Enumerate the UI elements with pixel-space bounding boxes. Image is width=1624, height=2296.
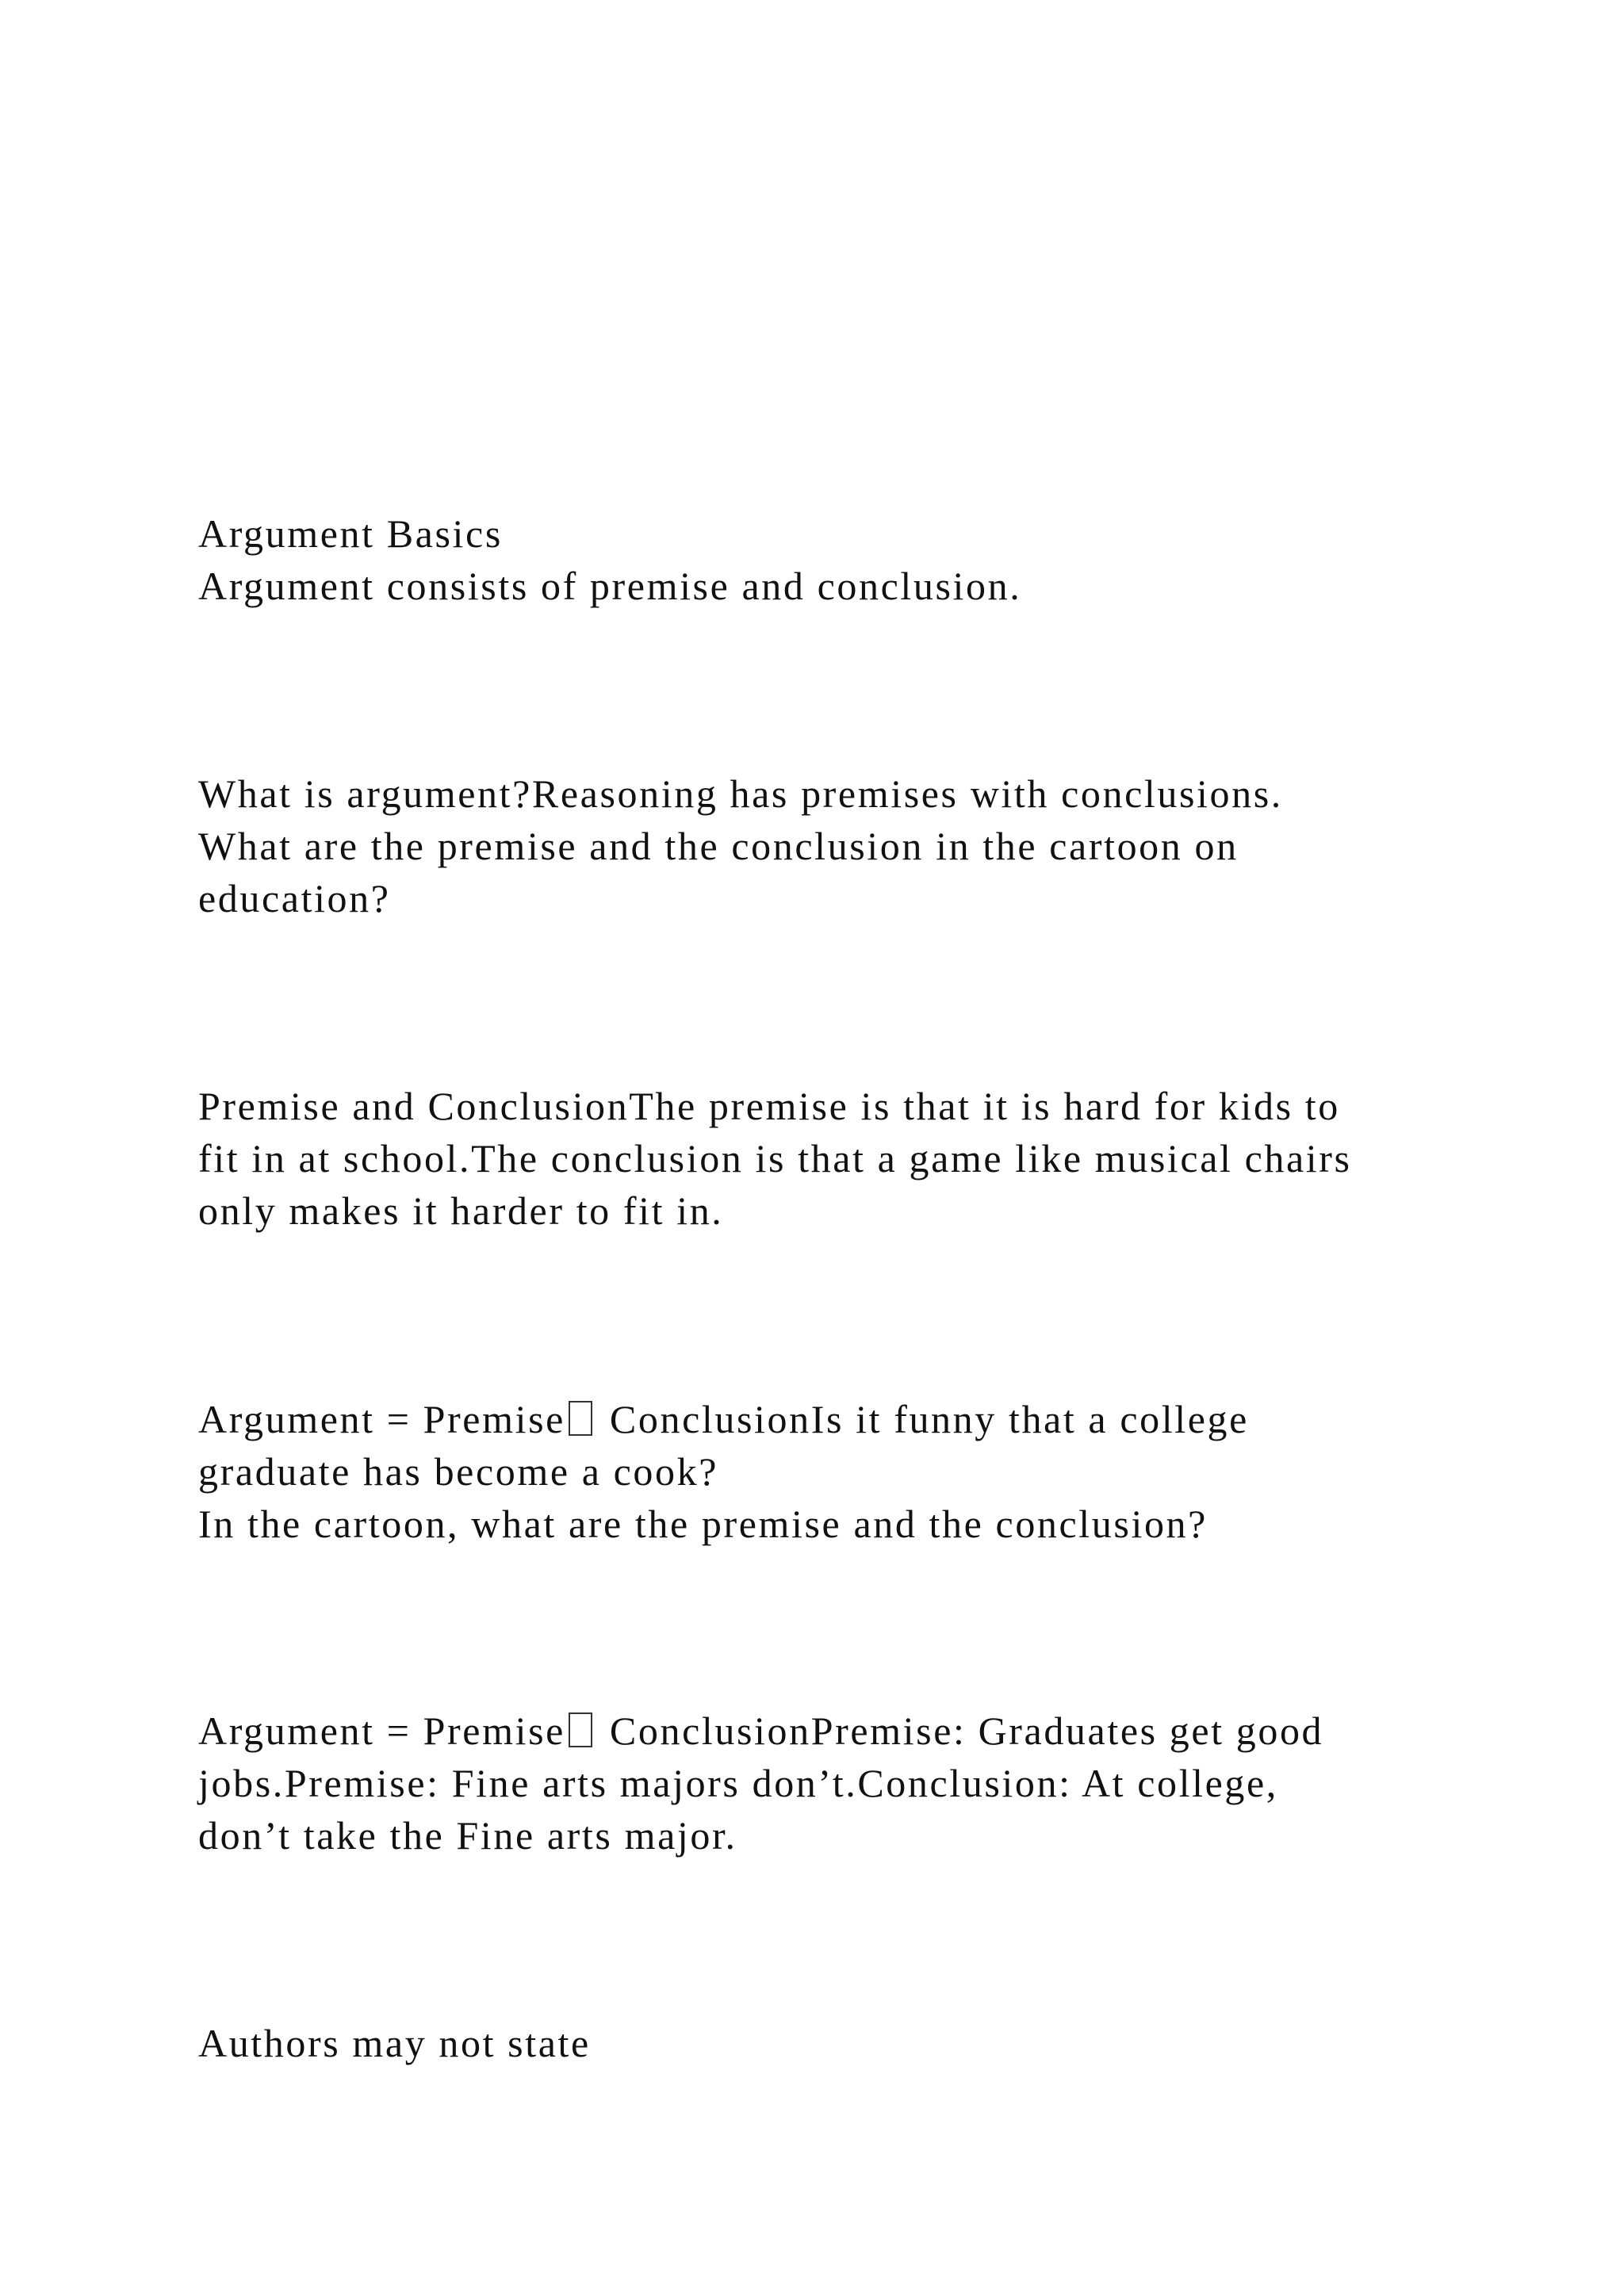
section-argument-formula-fine-arts — [198, 1705, 1467, 1862]
paragraph-line: What are the premise and the conclusion in the cartoon on — [198, 824, 1239, 868]
paragraph-line: only makes it harder to fit in. — [198, 1188, 724, 1233]
line-text-after: ConclusionIs it funny that a college — [609, 1397, 1249, 1441]
paragraph-line: Premise and ConclusionThe premise is that it is hard for kids to — [198, 1084, 1340, 1128]
section-argument-basics — [198, 507, 1467, 612]
paragraph-line — [198, 1705, 1467, 1757]
line-text-before: Argument = Premise — [198, 1709, 565, 1753]
section-authors-may-not-state — [198, 2017, 1467, 2069]
paragraph-line: Authors may not state — [198, 2021, 591, 2065]
paragraph-line — [198, 1393, 1467, 1445]
paragraph-line: fit in at school.The conclusion is that a game like musical chairs — [198, 1136, 1352, 1181]
line-text-after: ConclusionPremise: Graduates get good — [609, 1709, 1324, 1753]
missing-glyph-icon — [569, 1712, 592, 1747]
paragraph-line: In the cartoon, what are the premise and the conclusion? — [198, 1502, 1208, 1546]
section-what-is-argument — [198, 767, 1467, 924]
paragraph-line: Argument consists of premise and conclusion. — [198, 564, 1022, 608]
missing-glyph-icon — [569, 1401, 592, 1436]
paragraph-line: education? — [198, 876, 391, 920]
paragraph-line: jobs.Premise: Fine arts majors don’t.Conclusion: At college, — [198, 1761, 1278, 1805]
section-premise-and-conclusion — [198, 1080, 1467, 1237]
line-text-before: Argument = Premise — [198, 1397, 565, 1441]
paragraph-line: What is argument?Reasoning has premises with conclusions. — [198, 771, 1283, 816]
section-heading: Argument Basics — [198, 511, 503, 556]
paragraph-line: graduate has become a cook? — [198, 1449, 719, 1494]
section-argument-formula-cook — [198, 1393, 1467, 1550]
paragraph-line: don’t take the Fine arts major. — [198, 1813, 737, 1858]
